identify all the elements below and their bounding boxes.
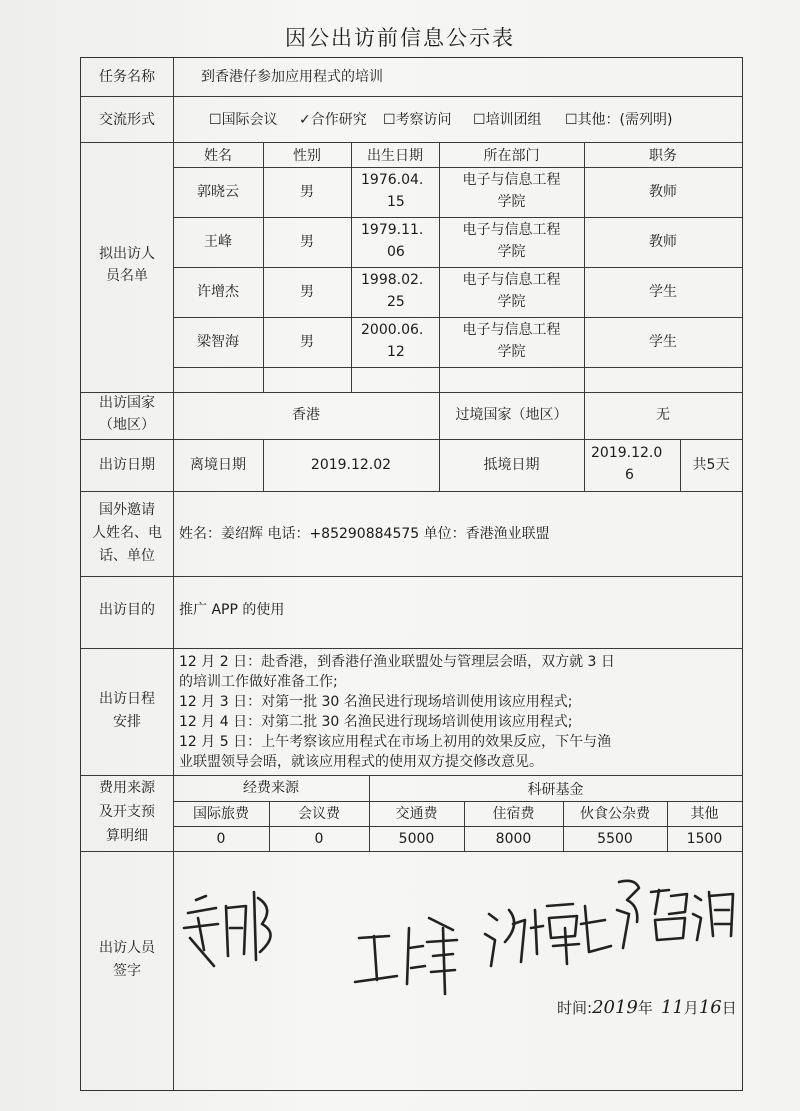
visitor-dept: 学院 — [497, 344, 526, 360]
budget-column: 国际旅费 — [193, 806, 249, 822]
checkbox-icon: ☐ — [565, 112, 578, 128]
row-divider — [173, 801, 742, 802]
visitor-dept: 学院 — [497, 244, 526, 260]
schedule-line: 12 月 2 日：赴香港，到香港仔渔业联盟处与管理层会晤，双方就 3 日 — [179, 654, 615, 670]
visitor-birth: 2000.06. — [361, 322, 424, 338]
visitor-birth: 12 — [387, 344, 405, 360]
budget-label: 费用来源 — [99, 780, 155, 796]
row-divider — [81, 392, 742, 393]
checkmark-icon: ✓ — [299, 112, 311, 128]
exchange-label: 交流形式 — [99, 112, 155, 128]
budget-label: 及开支预 — [99, 804, 155, 820]
visitor-title: 学生 — [649, 284, 677, 300]
purpose-label: 出访目的 — [99, 602, 155, 618]
schedule-label: 出访日程 — [99, 691, 155, 707]
signature-date — [557, 998, 737, 1018]
visitor-dept: 学院 — [497, 294, 526, 310]
option-label: 其他：(需列明) — [577, 112, 673, 128]
row-divider — [173, 826, 742, 827]
budget-value: 0 — [314, 831, 324, 847]
column-header: 职务 — [649, 148, 677, 164]
row-divider — [81, 142, 742, 143]
signature-label: 出访人员 — [99, 940, 155, 956]
date-day: 16 — [698, 997, 722, 1018]
signature-wang — [349, 898, 464, 998]
visitor-birth: 1976.04. — [361, 172, 424, 188]
source-header: 经费来源 — [243, 780, 299, 796]
row-divider — [173, 267, 742, 268]
schedule-line: 业联盟领导会晤，就该应用程式的使用双方提交修改意见。 — [179, 754, 543, 770]
budget-value: 5500 — [597, 831, 633, 847]
transit-label: 过境国家（地区） — [455, 407, 568, 423]
option-label: 国际会议 — [221, 112, 278, 128]
date-year: 2019 — [592, 997, 638, 1018]
visitor-dept: 电子与信息工程 — [462, 222, 561, 238]
visitor-name: 梁智海 — [197, 334, 239, 350]
visitor-birth: 1998.02. — [361, 272, 424, 288]
visitor-gender: 男 — [300, 184, 314, 200]
inviter-label: 话、单位 — [99, 548, 155, 564]
dates-label: 出访日期 — [99, 457, 155, 473]
column-header: 出生日期 — [367, 148, 423, 164]
budget-value: 1500 — [686, 831, 723, 847]
budget-value: 5000 — [398, 831, 435, 847]
visitor-title: 学生 — [649, 334, 677, 350]
visitor-title: 教师 — [649, 184, 677, 200]
country-label: （地区） — [99, 417, 155, 433]
visitor-birth: 25 — [387, 294, 405, 310]
row-divider — [81, 491, 742, 492]
total-days: 共5天 — [692, 457, 730, 473]
date-day-unit: 日 — [721, 999, 737, 1017]
schedule-label: 安排 — [113, 714, 141, 730]
row-divider — [81, 648, 742, 649]
transit-value: 无 — [656, 407, 670, 423]
depart-value: 2019.12.02 — [310, 457, 392, 473]
row-divider — [173, 217, 742, 218]
visitor-title: 教师 — [649, 234, 677, 250]
row-divider — [81, 851, 742, 852]
inviter-value: 姓名：姜绍辉 电话：+85290884575 单位：香港渔业联盟 — [179, 526, 550, 542]
option-label: 考察访问 — [395, 112, 452, 128]
col-divider — [263, 142, 264, 392]
checkbox-icon: ☐ — [383, 112, 396, 128]
budget-value: 0 — [216, 831, 226, 847]
arrive-label: 抵境日期 — [483, 457, 540, 473]
fund-header: 科研基金 — [527, 782, 584, 798]
signature-liang — [609, 866, 739, 956]
visitor-name: 郭晓云 — [197, 184, 239, 200]
task-value: 到香港仔参加应用程式的培训 — [201, 69, 383, 85]
col-divider — [173, 851, 174, 1090]
country-label: 出访国家 — [99, 395, 155, 411]
row-divider — [81, 775, 742, 776]
schedule-line: 12 月 3 日：对第一批 30 名渔民进行现场培训使用该应用程式; — [179, 694, 573, 710]
column-header: 姓名 — [204, 148, 232, 164]
visitor-gender: 男 — [300, 284, 314, 300]
form-table — [80, 57, 743, 1091]
col-divider — [584, 439, 585, 491]
row-divider — [81, 96, 742, 97]
visitors-label: 员名单 — [106, 268, 148, 284]
date-year-unit: 年 — [637, 999, 653, 1017]
row-divider — [173, 367, 742, 368]
visitor-gender: 男 — [300, 234, 314, 250]
column-header: 所在部门 — [483, 148, 540, 164]
signature-xu — [481, 884, 616, 974]
col-divider — [584, 142, 585, 392]
arrive-value: 2019.12.0 — [591, 445, 663, 461]
schedule-line: 的培训工作做好准备工作; — [179, 674, 338, 690]
row-divider — [81, 576, 742, 577]
visitor-name: 许增杰 — [197, 284, 239, 300]
page-title: 因公出访前信息公示表 — [285, 26, 515, 50]
budget-column: 其他 — [690, 806, 719, 822]
visitor-gender: 男 — [300, 334, 314, 350]
option-label: 合作研究 — [310, 112, 367, 128]
exchange-option — [565, 110, 673, 130]
signature-guo — [176, 878, 286, 973]
checkbox-icon: ☐ — [473, 112, 486, 128]
visitor-dept: 电子与信息工程 — [462, 172, 561, 188]
budget-column: 住宿费 — [492, 806, 535, 822]
exchange-option — [299, 110, 367, 130]
column-header: 性别 — [293, 148, 321, 164]
date-month-unit: 月 — [683, 999, 699, 1017]
date-label: 时间: — [557, 999, 593, 1017]
inviter-label: 人姓名、电 — [92, 525, 162, 541]
visitor-dept: 电子与信息工程 — [462, 322, 561, 338]
signature-label: 签字 — [113, 963, 141, 979]
exchange-option — [383, 110, 452, 130]
visitor-birth: 06 — [387, 244, 405, 260]
budget-column: 伙食公杂费 — [580, 806, 650, 822]
visitor-dept: 学院 — [497, 194, 526, 210]
visitor-dept: 电子与信息工程 — [462, 272, 561, 288]
date-month: 11 — [660, 997, 684, 1018]
budget-column: 交通费 — [395, 806, 438, 822]
option-label: 培训团组 — [485, 112, 542, 128]
visitor-birth: 15 — [387, 194, 405, 210]
row-divider — [81, 439, 742, 440]
checkbox-icon: ☐ — [209, 112, 222, 128]
budget-label: 算明细 — [106, 828, 148, 844]
schedule-line: 12 月 5 日：上午考察该应用程式在市场上初用的效果反应，下午与渔 — [179, 734, 612, 750]
visitors-label: 拟出访人 — [99, 246, 155, 262]
col-divider — [351, 142, 352, 392]
row-divider — [173, 317, 742, 318]
budget-value: 8000 — [495, 831, 532, 847]
exchange-option — [209, 110, 278, 130]
visitor-name: 王峰 — [204, 234, 232, 250]
schedule-line: 12 月 4 日：对第二批 30 名渔民进行现场培训使用该应用程式; — [179, 714, 573, 730]
arrive-value: 6 — [625, 467, 634, 483]
inviter-label: 国外邀请 — [99, 502, 155, 518]
row-divider — [173, 167, 742, 168]
depart-label: 离境日期 — [190, 457, 246, 473]
purpose-value: 推广 APP 的使用 — [179, 602, 285, 618]
exchange-option — [473, 110, 542, 130]
country-value: 香港 — [292, 407, 320, 423]
visitor-birth: 1979.11. — [361, 222, 424, 238]
budget-column: 会议费 — [298, 806, 340, 822]
task-label: 任务名称 — [99, 69, 155, 85]
